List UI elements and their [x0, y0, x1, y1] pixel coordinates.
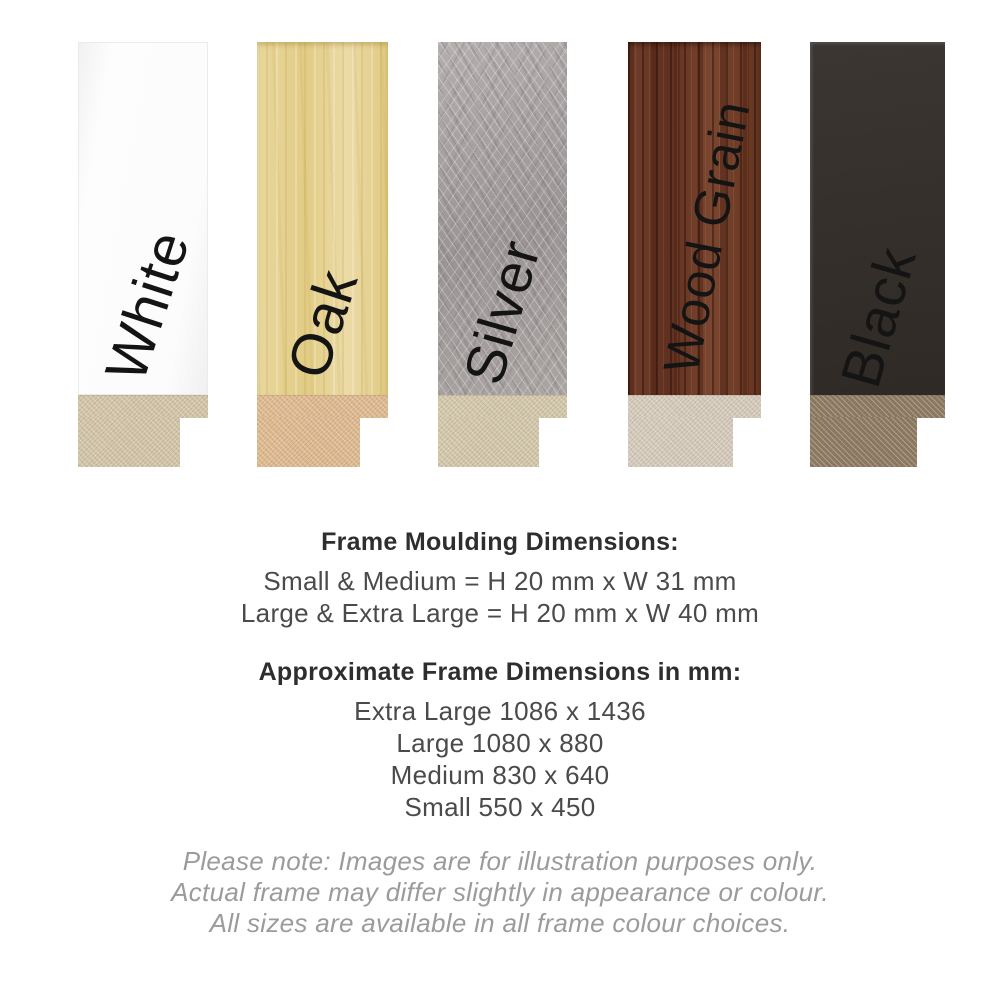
moulding-base-silver: [438, 395, 567, 418]
moulding-base-wood-grain: [628, 395, 761, 418]
moulding-base-black: [810, 395, 945, 418]
frame-dimensions-block: [0, 658, 1000, 823]
frame-dimensions-title: Approximate Frame Dimensions in mm:: [258, 658, 742, 686]
moulding-base-step-black: [810, 417, 917, 467]
moulding-sample-wood-grain: [628, 42, 761, 467]
moulding-base-step-silver: [438, 417, 539, 467]
disclaimer-note-block: [0, 846, 1000, 939]
moulding-label-white: White: [93, 223, 203, 389]
moulding-base-step-white: [78, 417, 180, 467]
moulding-sample-silver: [438, 42, 567, 467]
moulding-dimensions-block: [0, 528, 1000, 629]
moulding-label-silver: Silver: [451, 233, 553, 391]
moulding-label-black: Black: [827, 240, 928, 394]
note-line-appearance: Actual frame may differ slightly in appearance or colour.: [171, 877, 829, 907]
moulding-sample-white: [78, 42, 208, 467]
note-line-availability: All sizes are available in all frame colour choices.: [209, 908, 791, 938]
moulding-base-step-wood-grain: [628, 417, 733, 467]
frame-dimension-small: Small 550 x 450: [404, 792, 596, 822]
frame-dimension-extra-large: Extra Large 1086 x 1436: [354, 696, 646, 726]
moulding-base-oak: [257, 395, 388, 418]
moulding-sample-oak: [257, 42, 388, 467]
moulding-base-step-oak: [257, 417, 360, 467]
note-line-illustration: Please note: Images are for illustration purposes only.: [182, 846, 818, 876]
moulding-label-oak: Oak: [275, 261, 371, 386]
moulding-label-wood-grain: Wood Grain: [653, 96, 761, 378]
frame-dimension-large: Large 1080 x 880: [396, 728, 604, 758]
moulding-base-white: [78, 395, 208, 418]
moulding-dimensions-line-large-xl: Large & Extra Large = H 20 mm x W 40 mm: [240, 598, 760, 628]
moulding-dimensions-line-small-medium: Small & Medium = H 20 mm x W 31 mm: [263, 566, 737, 596]
frame-dimension-medium: Medium 830 x 640: [390, 760, 610, 790]
moulding-sample-black: [810, 42, 945, 467]
moulding-dimensions-title: Frame Moulding Dimensions:: [321, 528, 679, 556]
